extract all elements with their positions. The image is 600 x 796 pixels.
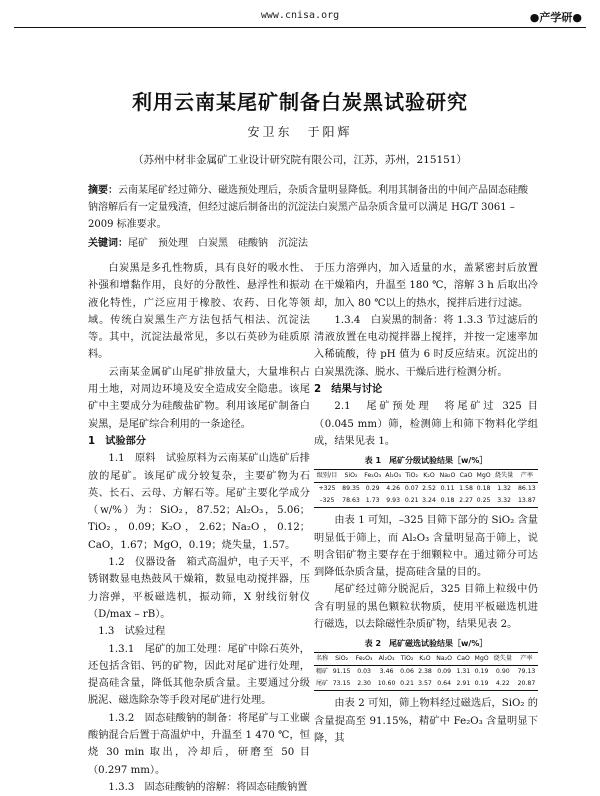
table-cell: 0.09 (437, 668, 452, 676)
table-cell: 0.19 (474, 680, 489, 688)
table-cell: +325 (318, 485, 336, 493)
table-cell: 0.06 (400, 668, 414, 676)
table-header-cell: CaO (459, 472, 473, 480)
table-header-cell: MgO (476, 472, 491, 480)
table-cell: 10.60 (377, 680, 396, 688)
table-cell: 0.90 (495, 668, 510, 676)
section-heading: 2 结果与讨论 (314, 384, 383, 396)
paragraph: 2.1 尾矿预处理 将尾矿过 325 目（0.045 mm）筛，检测筛上和筛下物料化学组成，结果见表 1。 (314, 401, 538, 447)
keywords (88, 234, 528, 249)
table-cell: 尾矿 (315, 680, 329, 688)
table-header-cell: TiO₂ (400, 655, 414, 663)
table-row (314, 666, 538, 679)
abstract (88, 182, 528, 233)
section-heading: 1 试验部分 (88, 435, 147, 447)
paragraph: 1.3.1 尾矿的加工处理：尾矿中除石英外，还包括含铝、钙的矿物，因此对尾矿进行处理，提高硅含量，降低其他杂质含量。主要通过分级脱泥、磁选除杂等手段对尾矿进行处理。 (88, 643, 310, 707)
paragraph: 于压力溶弹内，加入适量的水，盖紧密封后放置在干燥箱内，升温至 180 ℃，溶解 3 h 后取出冷却，加入 80 ℃以上的热水，搅拌后进行过滤。 (314, 263, 538, 309)
table-header-cell: Na₂O (439, 472, 456, 480)
section-heading: 1.3 试验过程 (98, 626, 166, 638)
table-cell: 3.46 (379, 668, 394, 676)
table-header-cell: SiO₂ (344, 472, 358, 480)
table-row (314, 678, 538, 691)
keywords-label: 关键词： (88, 238, 128, 249)
paragraph: 1.3.2 固态硅酸钠的制备：将尾矿与工业碳酸钠混合后置于高温炉中，升温至 1 470 ℃，恒烧 30 min 取出，冷却后，研磨至 50 目（0.297 mm）。 (88, 712, 310, 776)
table-cell: 0.25 (476, 497, 491, 505)
paper-affiliation: （苏州中材非金属矿工业设计研究院有限公司，江苏，苏州，215151） (132, 154, 468, 166)
paragraph: 白炭黑是多孔性物质，具有良好的吸水性、补强和增黏作用，良好的分散性、悬浮性和振动液化特性，广泛应用于橡胶、农药、日化等领域。传统白炭黑生产方法包括气相法、沉淀法等。其中，沉淀法最常见，多以石英砂为硅质原料。 (88, 263, 310, 361)
table-header-cell: Al₂O₃ (378, 655, 395, 663)
journal-url: www.cnisa.org (260, 10, 340, 21)
table-cell: 0.21 (400, 680, 414, 688)
paper-title: 利用云南某尾矿制备白炭黑试验研究 (132, 90, 468, 114)
table-header-cell: 产率 (520, 655, 533, 663)
paragraph: 1.3.4 白炭黑的制备：将 1.3.3 节过滤后的清液放置在电动搅拌器上搅拌，并按一定速率加入稀硫酸，待 pH 值为 6 时反应结束。沉淀出的白炭黑洗涤、脱水、干燥后进行检测分析。 (314, 314, 538, 378)
table-header-cell: K₂O (423, 472, 435, 480)
table-cell: 78.63 (342, 497, 360, 505)
table-header-cell: K₂O (419, 655, 431, 663)
table1 (314, 469, 538, 508)
abstract-text: 云南某尾矿经过筛分、磁选预处理后，杂质含量明显降低。利用其制备出的中间产品固态硅酸钠溶解后有一定量残渣，但经过滤后制备出的沉淀法白炭黑产品杂质含量可以满足 HG/T 3061 – 2009 标准要求。 (88, 185, 528, 230)
table-cell: 73.15 (332, 680, 351, 688)
table-cell: 13.87 (518, 497, 536, 505)
table-cell: 2.91 (456, 680, 471, 688)
header-rule (14, 27, 586, 28)
table-cell: 4.26 (386, 485, 401, 493)
abstract-label: 摘要： (88, 185, 118, 196)
paragraph: 1.2 仪器设备 箱式高温炉，电子天平，不锈钢数显电热鼓风干燥箱，数显电动搅拌器，压力溶弹，平板磁选机，振动筛，X 射线衍射仪（D/max – rB）。 (88, 557, 310, 620)
table-header-cell: Fe₂O₃ (364, 472, 382, 480)
table-cell: 91.15 (332, 668, 351, 676)
table-header-cell: CaO (456, 655, 470, 663)
left-column (88, 260, 310, 796)
table-header-cell: 名称 (315, 655, 329, 663)
paragraph: 由表 2 可知，筛上物料经过磁选后，SiO₂ 的含量提高至 91.15%，精矿中 Fe₂O₃ 含量明显下降，其 (314, 698, 538, 744)
table2 (314, 652, 538, 691)
table-cell: 3.32 (497, 497, 511, 505)
table-header-cell: Na₂O (436, 655, 453, 663)
paragraph: 1.3.3 固态硅酸钠的溶解：将固态硅酸钠置 (108, 781, 308, 793)
table-cell: 79.13 (517, 668, 536, 676)
table-cell: 1.31 (456, 668, 471, 676)
table-cell: 9.93 (386, 497, 401, 505)
table-cell: 0.03 (357, 668, 371, 676)
paragraph: 云南某金属矿山尾矿排放量大，大量堆积占用土地，对周边环境及安全造成安全隐患。该尾矿中主要成分为硅酸盐矿物。利用该尾矿制备白炭黑，是尾矿综合利用的一条途径。 (88, 366, 310, 430)
table-header-cell: SiO₂ (335, 655, 349, 663)
table-cell: 4.22 (495, 680, 510, 688)
table-cell: 0.07 (404, 485, 419, 493)
table-header-cell: Al₂O₃ (385, 472, 402, 480)
table-row (314, 495, 538, 508)
table-header-cell: 级别/目 (316, 472, 338, 480)
table-cell: 0.18 (440, 497, 455, 505)
table-cell: 0.18 (476, 485, 491, 493)
table-header-cell: TiO₂ (405, 472, 419, 480)
table-cell: 2.30 (357, 680, 371, 688)
table-cell: –325 (319, 497, 335, 505)
table1-caption: 表 1 尾矿分级试验结果［w/%］ (364, 456, 488, 466)
table-row (314, 483, 538, 496)
table-header-cell: MgO (474, 655, 489, 663)
table-cell: 0.29 (365, 485, 380, 493)
table-cell: 3.24 (422, 497, 436, 505)
table-header-cell: 产率 (520, 472, 534, 480)
right-column-mid (314, 512, 538, 633)
table-cell: 0.19 (474, 668, 489, 676)
table-cell: 0.21 (404, 497, 419, 505)
table-cell: 20.87 (517, 680, 536, 688)
paragraph: 由表 1 可知，–325 目筛下部分的 SiO₂ 含量明显低于筛上，而 Al₂O₃ 含量明显高于筛上，说明含铝矿物主要存在于细颗粒中。通过筛分可达到降低杂质含量，提高硅含量的目的。 (314, 515, 538, 579)
table-cell: 1.73 (365, 497, 380, 505)
paper-authors: 安卫东 于阳辉 (247, 125, 353, 139)
table-header-cell: 烧失量 (493, 655, 513, 663)
table-cell: 0.64 (437, 680, 452, 688)
running-header (0, 0, 600, 24)
table-cell: 3.57 (418, 680, 432, 688)
section-label: ●产学研● (529, 11, 582, 24)
table-cell: 精矿 (315, 668, 329, 676)
table-cell: 1.32 (497, 485, 511, 493)
paragraph: 1.1 原料 试验原料为云南某矿山选矿后排放的尾矿。该尾矿成分较复杂，主要矿物为石英、长石、云母、方解石等。尾矿主要化学成分（w/%）为：SiO₂，87.52；Al₂O₃，5.06；TiO₂，0.09；K₂O，2.62；Na₂O，0.12；CaO，1.67；MgO，0.19；烧失量，1.57。 (88, 453, 310, 551)
table-cell: 1.58 (459, 485, 473, 493)
table-header-cell: Fe₂O₃ (355, 655, 373, 663)
table2-header-row (314, 653, 538, 666)
table-cell: 89.35 (342, 485, 360, 493)
paragraph: 尾矿经过筛分脱泥后，325 目筛上粒级中仍含有明显的黑色颗粒状物质，使用平板磁选机进行磁选，以去除磁性杂质矿物，结果见表 2。 (314, 584, 538, 631)
right-column-top (314, 260, 538, 450)
table-cell: 0.11 (440, 485, 455, 493)
table-cell: 2.38 (418, 668, 432, 676)
table-header-cell: 烧失量 (494, 472, 514, 480)
table-cell: 86.13 (518, 485, 536, 493)
table1-header-row (314, 470, 538, 483)
keywords-text: 尾矿 预处理 白炭黑 硅酸钠 沉淀法 (128, 238, 308, 249)
table-cell: 2.52 (422, 485, 436, 493)
right-column-bottom (314, 695, 538, 747)
table2-caption: 表 2 尾矿磁选试验结果［w/%］ (364, 639, 488, 649)
table-cell: 2.27 (459, 497, 473, 505)
right-column (314, 260, 538, 747)
